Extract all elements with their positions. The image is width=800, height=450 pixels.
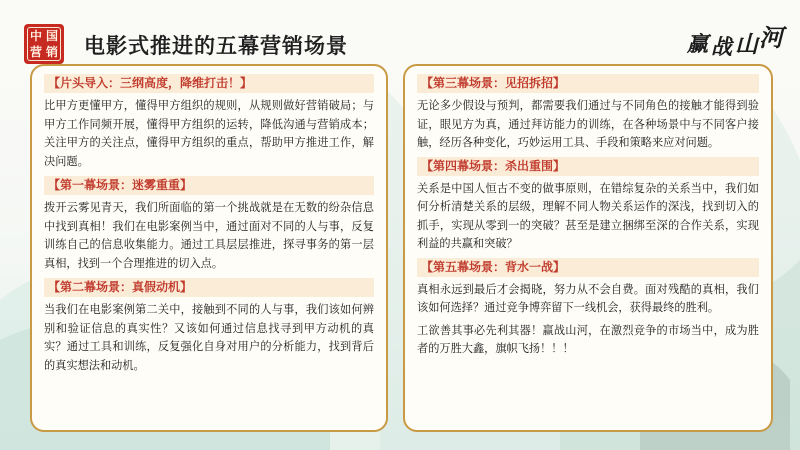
section-heading-act-1: 【第一幕场景：迷雾重重】 — [44, 176, 374, 195]
section-paragraph-intro: 比甲方更懂甲方，懂得甲方组织的规则，从规则做好营销破局；与甲方工作同频开展，懂得甲方组织的运转，降低沟通与营销成本；关注甲方的关注点，懂得甲方组织的重点，帮助甲方推进工作，解决问题。 — [44, 99, 374, 168]
section-paragraph-closing: 工欲善其事必先利其器！赢战山河，在激烈竞争的市场当中，成为胜者的万胜大鑫，旗帜飞扬！！！ — [417, 323, 759, 355]
seal-char: 营 — [29, 45, 42, 59]
section-paragraph-act-5: 真相永远到最后才会揭晓，努力从不会自费。面对残酷的真相，我们该如何选择？通过竞争博弈留下一线机会，获得最终的胜利。 — [417, 282, 759, 314]
section-heading-act-4: 【第四幕场景：杀出重围】 — [417, 157, 759, 176]
seal-char: 销 — [45, 45, 58, 59]
section-paragraph-act-2: 当我们在电影案例第二关中，接触到不同的人与事，我们该如何辨别和验证信息的真实性？又该如何通过信息找寻到甲方动机的真实？通过工具和训练，反复强化自身对用户的分析能力，找到背后的真实想法和动机。 — [44, 303, 374, 372]
section-heading-act-3: 【第三幕场景：见招拆招】 — [417, 74, 759, 93]
brand-char: 河 — [759, 23, 782, 52]
section-heading-act-2: 【第二幕场景：真假动机】 — [44, 278, 374, 297]
brand-char: 赢 — [687, 31, 707, 56]
right-content-panel — [403, 64, 773, 432]
brand-char: 山 — [735, 31, 757, 58]
seal-char: 国 — [45, 29, 58, 43]
brand-calligraphy-logo — [683, 14, 783, 64]
section-heading-intro: 【片头导入：三纲高度，降维打击！】 — [44, 74, 374, 93]
page-title: 电影式推进的五幕营销场景 — [84, 33, 348, 58]
section-paragraph-act-1: 拨开云雾见青天，我们所面临的第一个挑战就是在无数的纷杂信息中找到真相！我们在电影案例当中，通过面对不同的人与事，反复训练自己的信息收集能力。通过工具层层推进，探寻事务的第一层真相，找到一个合理推进的切入点。 — [44, 201, 374, 270]
section-heading-act-5: 【第五幕场景：背水一战】 — [417, 258, 759, 277]
section-paragraph-act-4: 关系是中国人恒古不变的做事原则，在错综复杂的关系当中，我们如何分析清楚关系的层级，理解不同人物关系运作的深浅，找到切入的抓手，实现从零到一的突破？甚至是建立捆绑至深的合作关系，实现利益的共赢和突破？ — [417, 181, 759, 250]
brand-char: 战 — [711, 34, 731, 59]
china-marketing-seal-logo — [24, 24, 64, 64]
seal-char: 中 — [29, 29, 42, 43]
left-content-panel — [30, 64, 388, 432]
section-paragraph-act-3: 无论多少假设与预判，都需要我们通过与不同角色的接触才能得到验证，眼见方为真，通过拜访能力的训练，在各种场景中与不同客户接触，经历各种变化，巧妙运用工具、手段和策略来应对问题。 — [417, 99, 759, 149]
